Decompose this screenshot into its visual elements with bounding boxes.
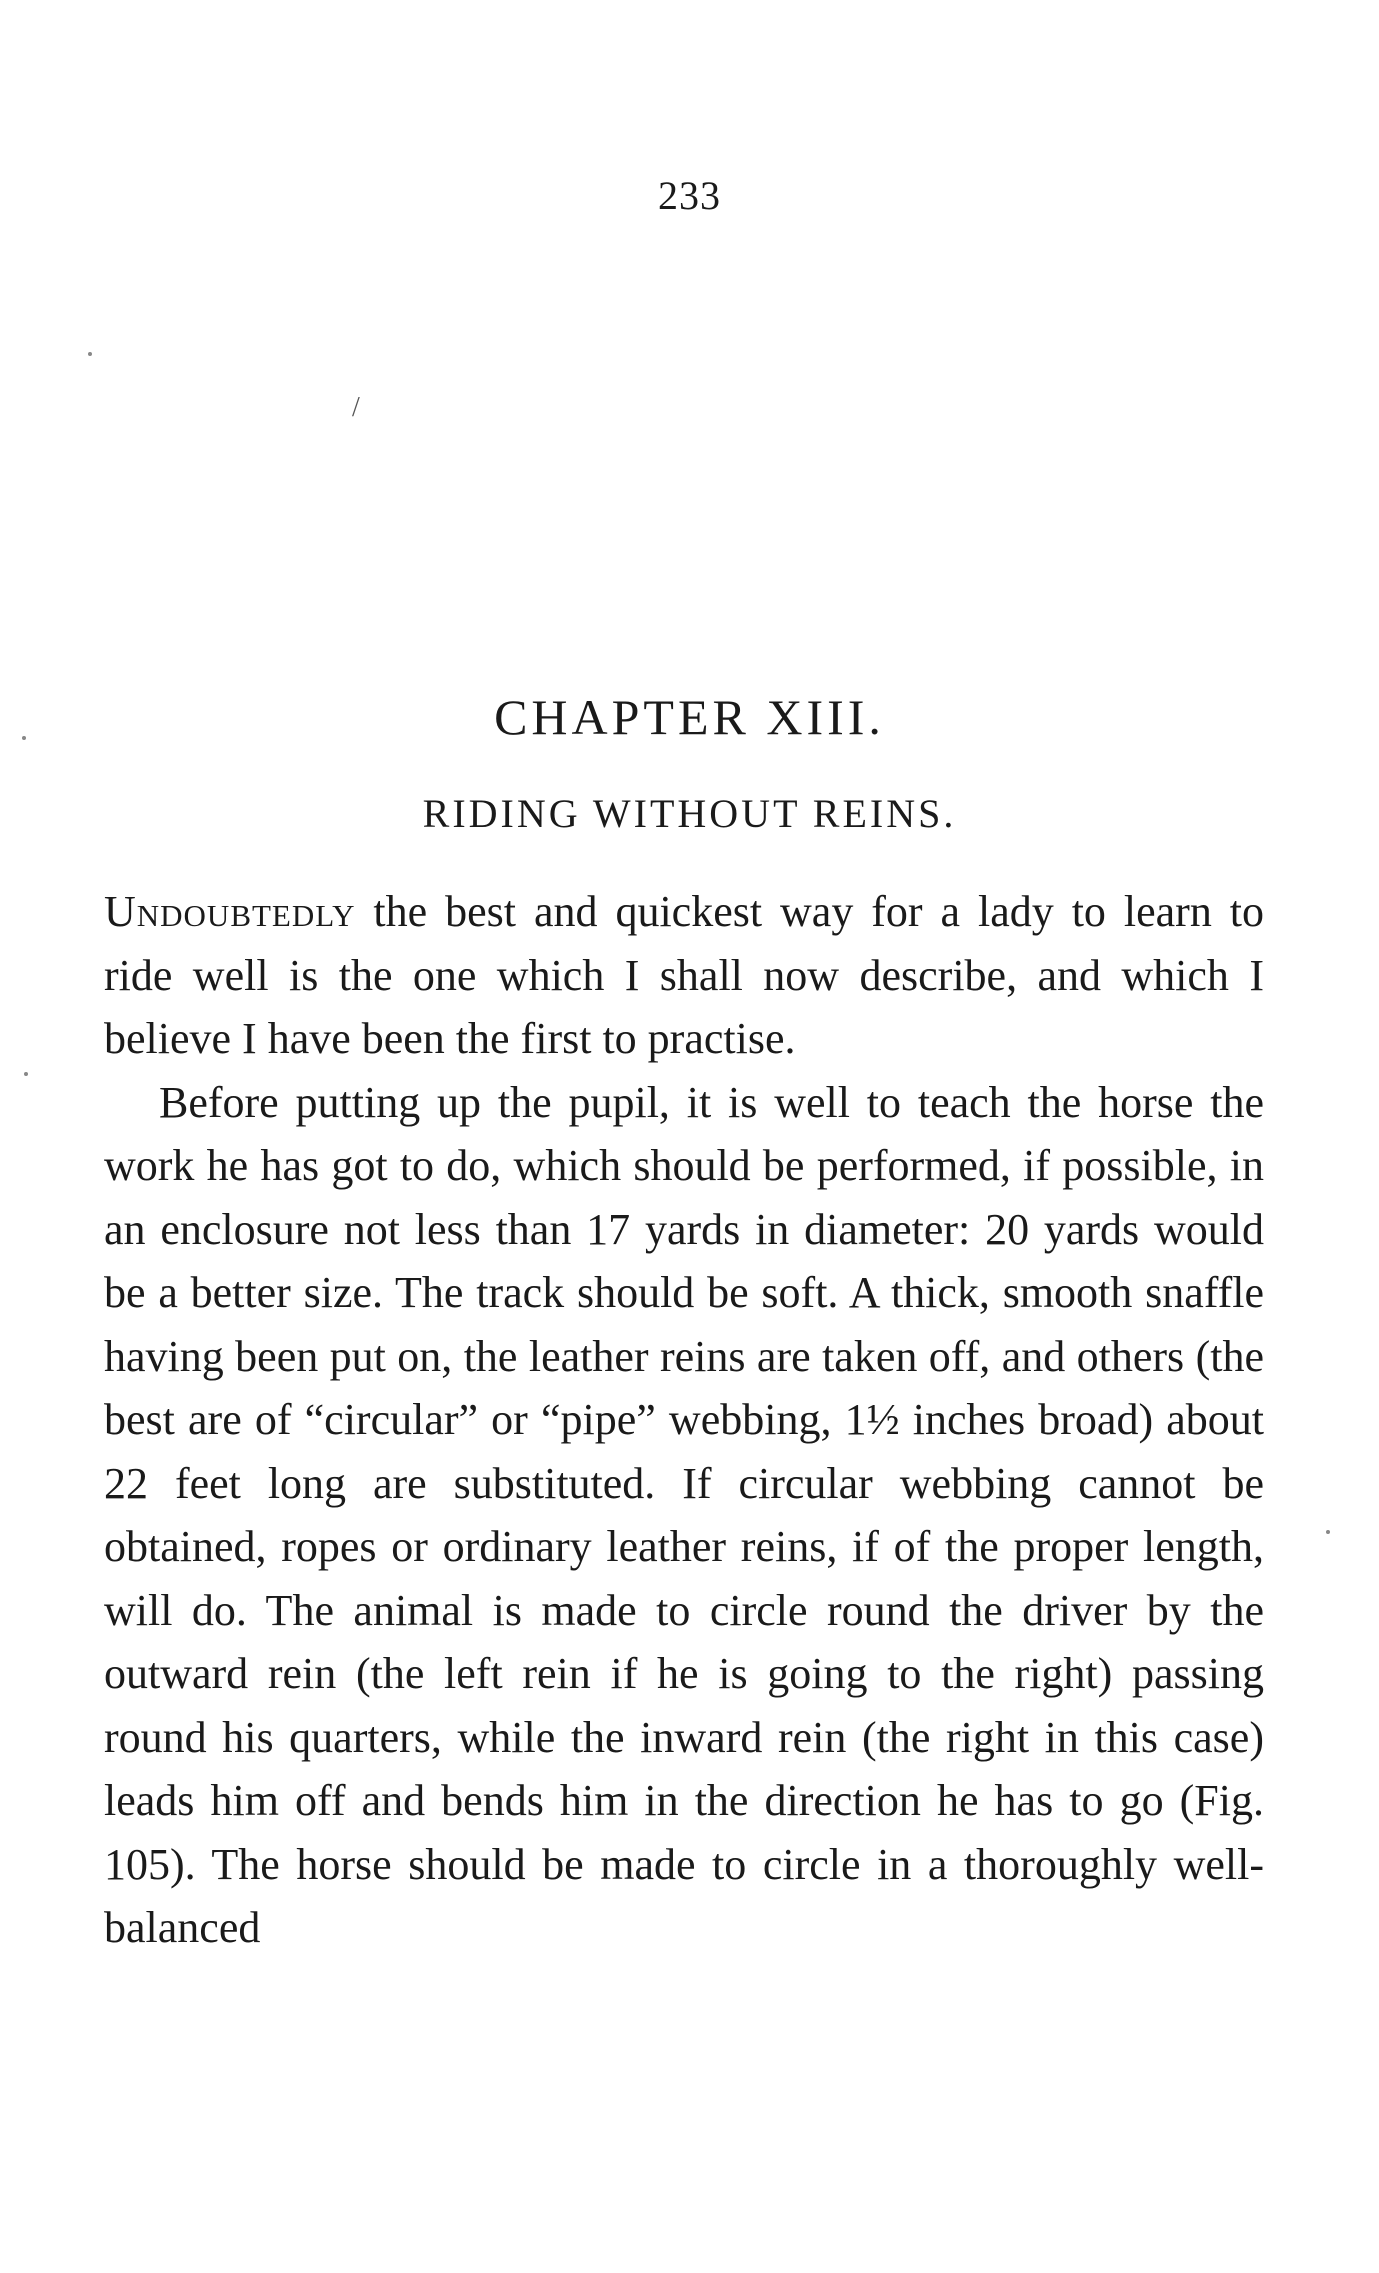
paragraph-1-text: the best and quickest way for a lady to learn to ride well is the one which I shall now describe, and which I believe I have been the first to practise. bbox=[104, 887, 1264, 1063]
chapter-heading: CHAPTER XIII. bbox=[494, 689, 885, 745]
paragraph-2: Before putting up the pupil, it is well to teach the horse the work he has got to do, which should be performed, if possible, in an enclosure not less than 17 yards in diameter: 20 yards would be a better size. The track should be soft. A thick, smooth snaffle having been put on, the leather reins are taken off, and others (the best are of “circular” or “pipe” webbing, 1½ inches broad) about 22 feet long are substituted. If circular webbing cannot be obtained, ropes or ordinary leather reins, if of the proper length, will do. The animal is made to circle round the driver by the outward rein (the left rein if he is going to the right) passing round his quarters, while the inward rein (the right in this case) leads him off and bends him in the direction he has to go (Fig. 105). The horse should be made to circle in a thoroughly well-balanced bbox=[104, 1077, 1264, 1952]
paragraph-1 bbox=[104, 880, 1264, 1071]
speck bbox=[24, 1072, 28, 1076]
speck bbox=[1326, 1530, 1330, 1534]
paragraph-1-lead-word: Undoubtedly bbox=[104, 887, 356, 936]
speck bbox=[88, 352, 92, 356]
stray-mark: / bbox=[352, 392, 360, 423]
page-number: 233 bbox=[658, 173, 721, 218]
body-text bbox=[104, 880, 1264, 1960]
chapter-title: RIDING WITHOUT REINS. bbox=[422, 791, 957, 836]
